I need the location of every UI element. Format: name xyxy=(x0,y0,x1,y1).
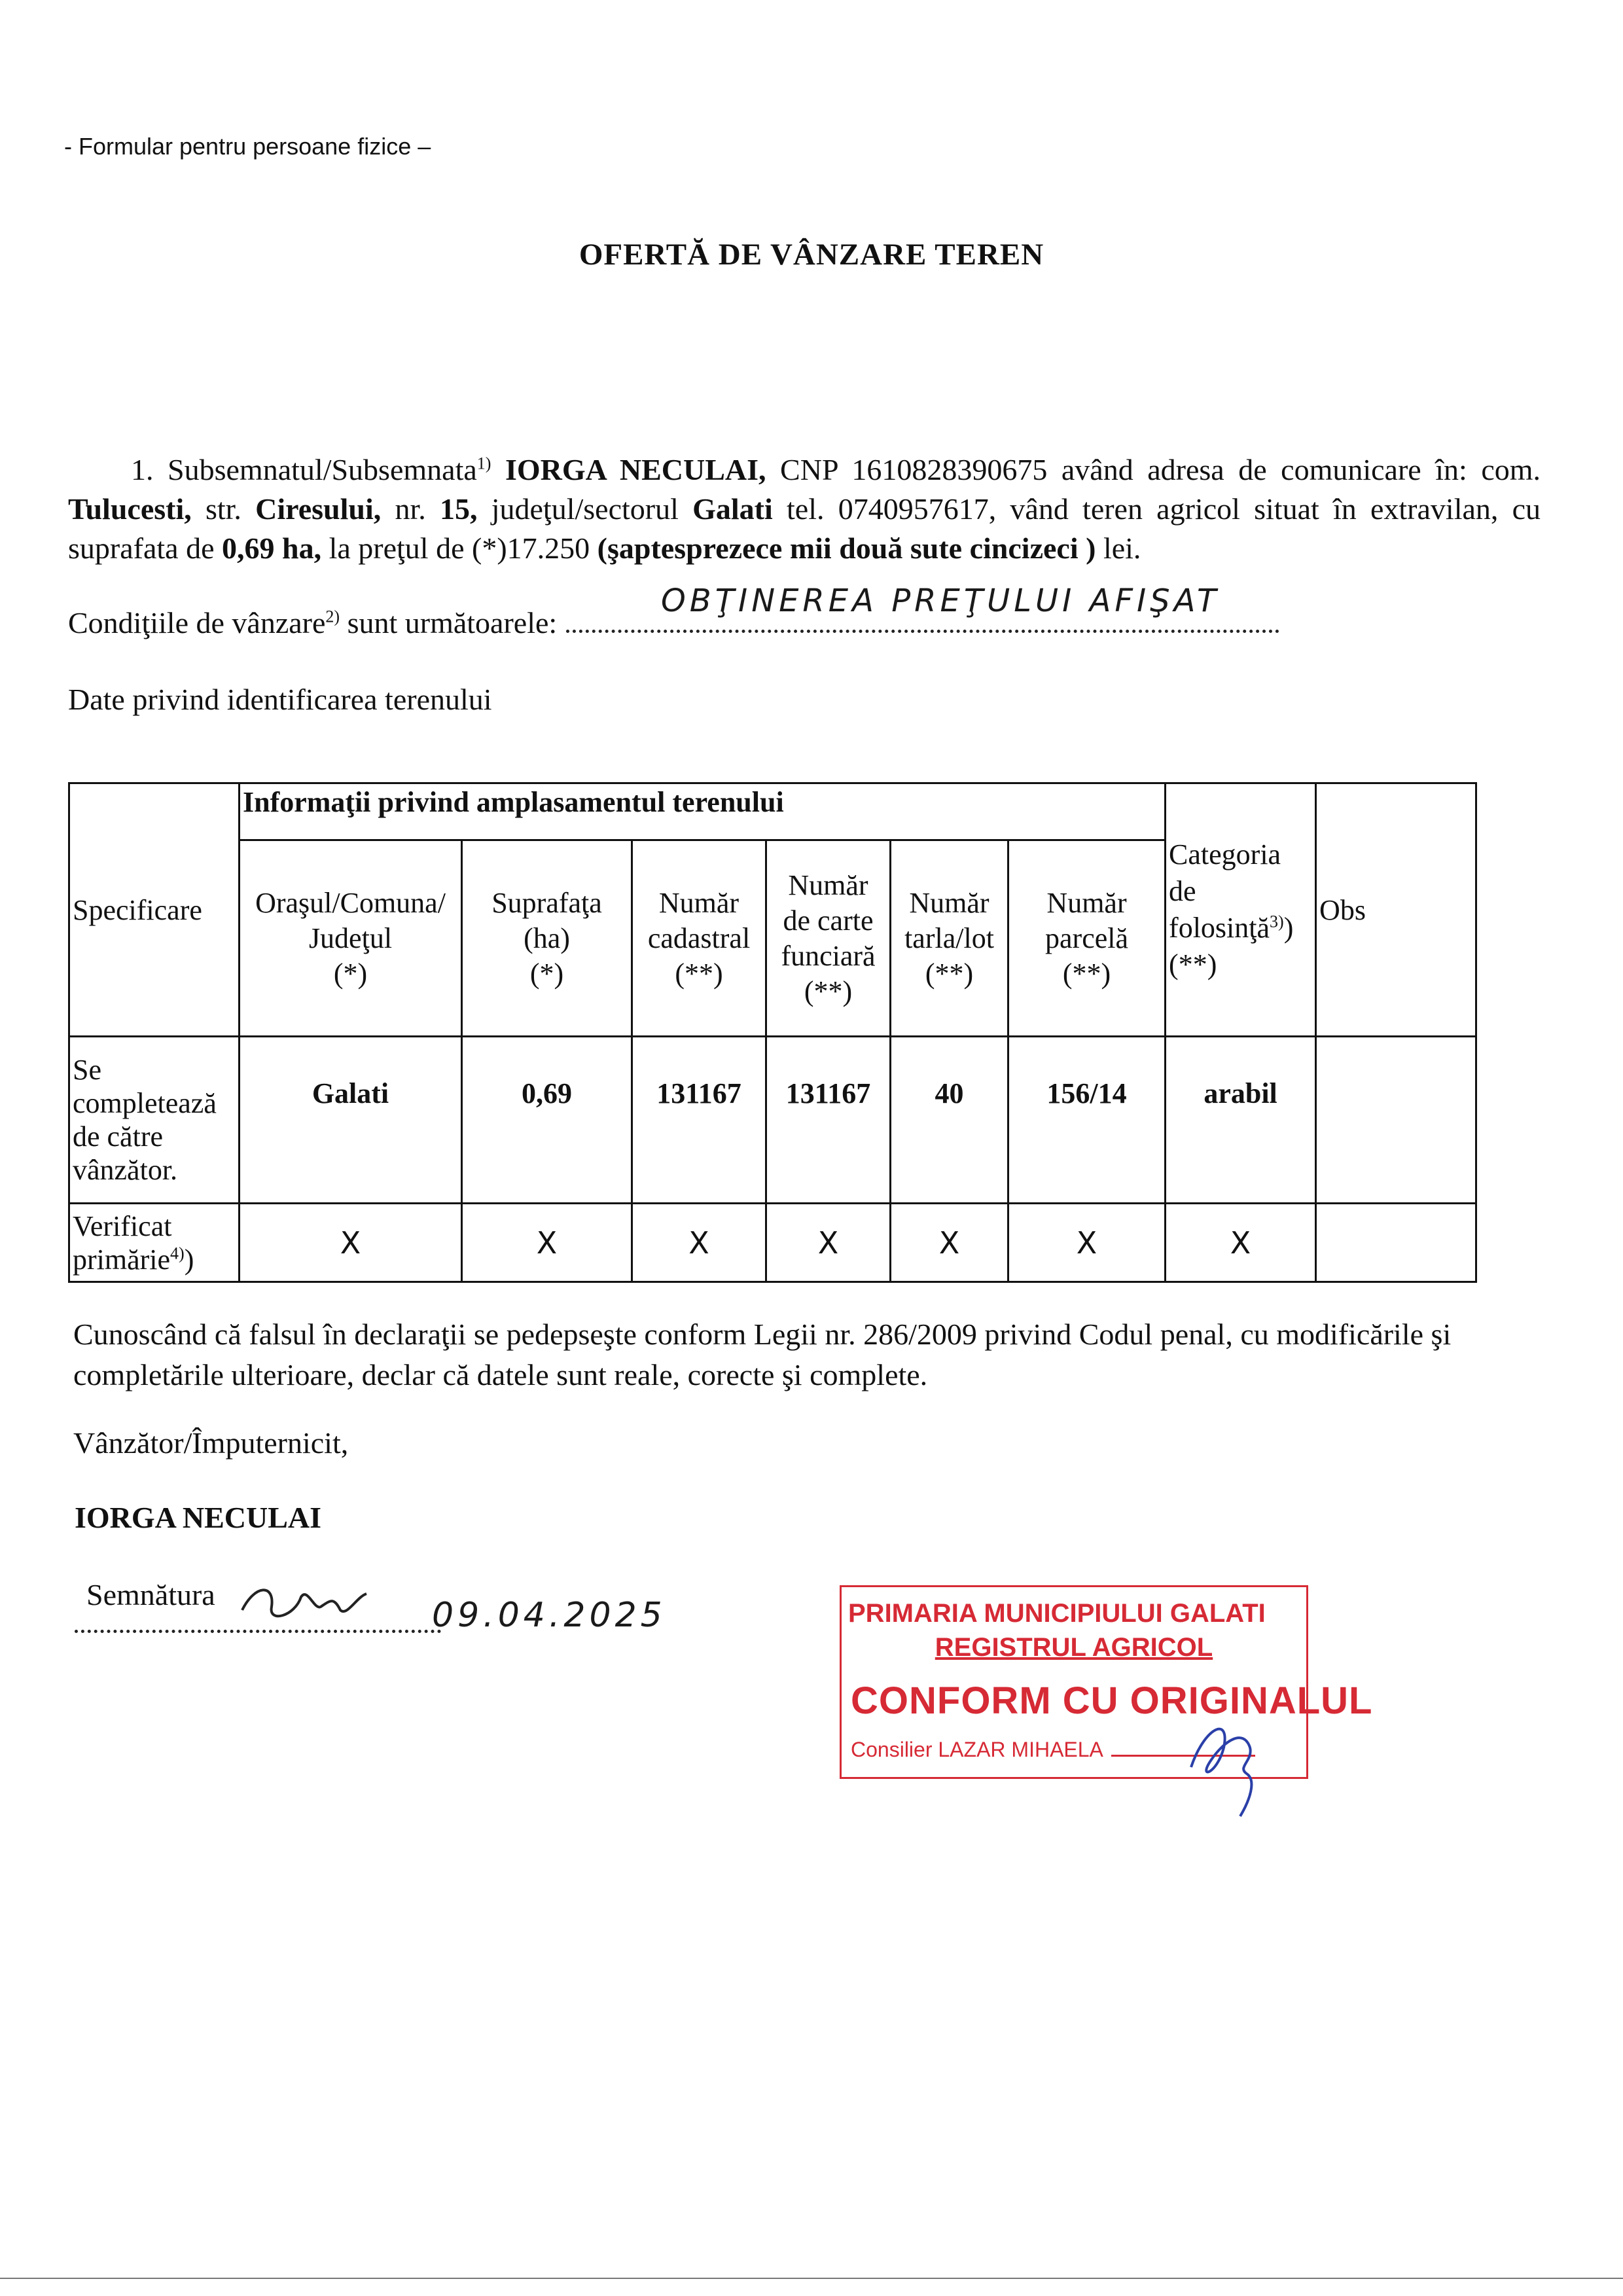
conditions-label: Condiţiile de vânzare xyxy=(68,606,326,639)
col-header-parcel: Număr parcelă (**) xyxy=(1008,840,1166,1037)
check-mark: X xyxy=(240,1204,462,1282)
col-header-locality: Oraşul/Comuna/ Judeţul (*) xyxy=(240,840,462,1037)
currency: lei. xyxy=(1103,531,1141,565)
cell-tarla: 40 xyxy=(891,1037,1008,1204)
col-header-cadastral: Număr cadastral (**) xyxy=(632,840,766,1037)
handwritten-date: 09.04.2025 xyxy=(432,1596,666,1635)
cell-cadastral: 131167 xyxy=(632,1037,766,1204)
county-value: Galati xyxy=(692,492,773,526)
document-title: OFERTĂ DE VÂNZARE TEREN xyxy=(579,238,1044,272)
subsemnatul-label: Subsemnatul/Subsemnata xyxy=(168,453,477,486)
stamp-line-3: CONFORM CU ORIGINALUL xyxy=(851,1679,1373,1722)
cell-obs-verified xyxy=(1316,1204,1476,1282)
footnote-2: 2) xyxy=(325,607,340,626)
table-header-row-top xyxy=(69,783,1476,840)
row-label-town-hall: Verificat primărie$^{4)}$) xyxy=(69,1204,240,1282)
signer-name: IORGA NECULAI xyxy=(75,1501,322,1534)
check-mark: X xyxy=(891,1204,1008,1282)
form-type-label: - Formular pentru persoane fizice – xyxy=(64,133,431,160)
cell-category: arabil xyxy=(1166,1037,1316,1204)
col-header-tarla: Număr tarla/lot (**) xyxy=(891,840,1008,1037)
signer-role: Vânzător/Împuternicit, xyxy=(73,1426,349,1460)
street-label: str. xyxy=(205,492,241,526)
stamp-line-2: REGISTRUL AGRICOL xyxy=(935,1633,1213,1662)
table-row xyxy=(69,1037,1476,1204)
check-mark: X xyxy=(766,1204,891,1282)
seller-name: IORGA NECULAI, xyxy=(505,453,766,486)
price-label: la preţul de (*)17.250 xyxy=(329,531,590,565)
identification-title: Date privind identificarea terenului xyxy=(68,683,492,716)
stamp-line-4: Consilier LAZAR MIHAELA xyxy=(851,1738,1255,1762)
col-header-land-book: Număr de carte funciară (**) xyxy=(766,840,891,1037)
obs-header: Obs xyxy=(1316,783,1476,1037)
handwritten-signature xyxy=(236,1571,380,1630)
check-mark: X xyxy=(1166,1204,1316,1282)
page-bottom-edge xyxy=(0,2278,1623,2279)
nr-label: nr. xyxy=(395,492,426,526)
location-info-header: Informaţii privind amplasamentul terenului xyxy=(240,783,1166,840)
conditions-handwritten: OBŢINEREA PREŢULUI AFIŞAT xyxy=(661,583,1221,619)
price-words: (şaptesprezece mii două sute cincizeci ) xyxy=(597,531,1096,565)
signature-label: Semnătura xyxy=(86,1578,215,1611)
check-mark: X xyxy=(462,1204,632,1282)
stamp-signature xyxy=(1178,1689,1276,1820)
check-mark: X xyxy=(632,1204,766,1282)
land-identification-table xyxy=(68,782,1477,1283)
nr-value: 15, xyxy=(440,492,478,526)
signature-dotted-line xyxy=(75,1630,441,1633)
cnp-text: CNP 1610828390675 având adresa de comunicare în: com. xyxy=(780,453,1541,486)
county-label: judeţul/sectorul xyxy=(491,492,679,526)
cell-area: 0,69 xyxy=(462,1037,632,1204)
declaration-text: Cunoscând că falsul în declaraţii se pedepseşte conform Legii nr. 286/2009 privind Codul penal, cu modificările şi completările ulterioare, declar că datele sunt reale, corecte şi complete. xyxy=(73,1318,1452,1391)
col-header-area: Suprafaţa (ha) (*) xyxy=(462,840,632,1037)
cell-parcel: 156/14 xyxy=(1008,1037,1166,1204)
cell-locality: Galati xyxy=(240,1037,462,1204)
section-number: 1. xyxy=(131,453,154,486)
stamp-line-1: PRIMARIA MUNICIPIULUI GALATI xyxy=(848,1599,1266,1628)
conditions-label-end: sunt următoarele: xyxy=(347,606,558,639)
street-value: Ciresului, xyxy=(255,492,382,526)
table-row xyxy=(69,1204,1476,1282)
tel-text: tel. 0740957617, vând teren agricol situat în extravilan, cu suprafata de xyxy=(68,492,1541,565)
category-header: Categoria de folosinţă$^{3)}$) (**) xyxy=(1166,783,1316,1037)
footnote-1: 1) xyxy=(476,454,491,473)
cell-land-book: 131167 xyxy=(766,1037,891,1204)
spec-header: Specificare xyxy=(69,783,240,1037)
row-label-seller: Se completează de către vânzător. xyxy=(69,1037,240,1204)
area-value: 0,69 ha, xyxy=(222,531,322,565)
check-mark: X xyxy=(1008,1204,1166,1282)
cell-obs xyxy=(1316,1037,1476,1204)
seller-paragraph xyxy=(68,450,1541,568)
commune-value: Tulucesti, xyxy=(68,492,192,526)
